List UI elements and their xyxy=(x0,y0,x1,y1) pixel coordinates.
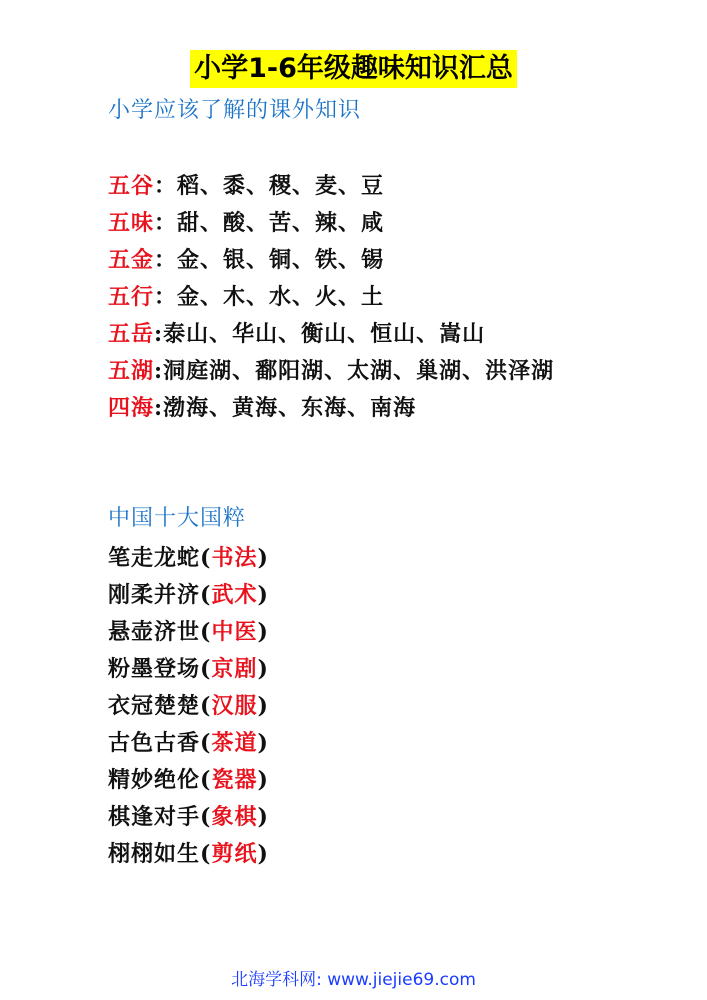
section-heading-extracurricular: 小学应该了解的课外知识 xyxy=(108,98,362,123)
item-separator: : xyxy=(154,358,164,384)
list-item: 栩栩如生(剪纸) xyxy=(108,841,269,867)
item-phrase: 笔走龙蛇 xyxy=(108,545,201,571)
item-term: 五谷 xyxy=(108,173,155,199)
item-phrase: 栩栩如生 xyxy=(108,841,201,867)
item-term: 五金 xyxy=(108,247,155,273)
item-phrase: 粉墨登场 xyxy=(108,656,201,682)
title-bar xyxy=(0,50,707,88)
list-item: 古色古香(茶道) xyxy=(108,730,269,756)
item-term: 四海 xyxy=(108,395,155,421)
list-item xyxy=(108,168,628,205)
item-phrase: 衣冠楚楚 xyxy=(108,693,201,719)
item-answer: 剪纸 xyxy=(211,841,258,867)
item-desc: 泰山、华山、衡山、恒山、嵩山 xyxy=(163,321,486,347)
item-answer: 书法 xyxy=(211,545,258,571)
item-separator: ： xyxy=(154,173,178,199)
item-desc: 洞庭湖、鄱阳湖、太湖、巢湖、洪泽湖 xyxy=(163,358,555,384)
list-item xyxy=(108,205,628,242)
item-term: 五湖 xyxy=(108,358,155,384)
item-desc: 金、银、铜、铁、锡 xyxy=(177,247,385,273)
item-term: 五岳 xyxy=(108,321,155,347)
footer-watermark: 北海学科网: www.jiejie69.com xyxy=(231,970,476,990)
item-answer: 中医 xyxy=(211,619,258,645)
item-answer: 京剧 xyxy=(211,656,258,682)
list-item xyxy=(108,316,628,353)
item-phrase: 精妙绝伦 xyxy=(108,767,201,793)
list-item: 刚柔并济(武术) xyxy=(108,582,269,608)
list-item xyxy=(108,242,628,279)
page-title: 小学1-6年级趣味知识汇总 xyxy=(190,50,517,88)
item-separator: : xyxy=(154,395,164,421)
item-desc: 渤海、黄海、东海、南海 xyxy=(163,395,417,421)
item-answer: 象棋 xyxy=(211,804,258,830)
item-phrase: 古色古香 xyxy=(108,730,201,756)
list-item xyxy=(108,279,628,316)
item-phrase: 悬壶济世 xyxy=(108,619,201,645)
section-heading-national-treasures: 中国十大国粹 xyxy=(108,506,247,531)
item-answer: 武术 xyxy=(211,582,258,608)
knowledge-list xyxy=(108,168,628,427)
item-answer: 瓷器 xyxy=(211,767,258,793)
item-desc: 金、木、水、火、土 xyxy=(177,284,385,310)
item-answer: 茶道 xyxy=(211,730,258,756)
treasure-list xyxy=(108,540,269,873)
list-item: 精妙绝伦(瓷器) xyxy=(108,767,269,793)
item-answer: 汉服 xyxy=(211,693,258,719)
item-term: 五行 xyxy=(108,284,155,310)
item-desc: 稻、黍、稷、麦、豆 xyxy=(177,173,385,199)
list-item xyxy=(108,353,628,390)
item-separator: ： xyxy=(154,210,178,236)
item-desc: 甜、酸、苦、辣、咸 xyxy=(177,210,385,236)
list-item xyxy=(108,390,628,427)
item-term: 五味 xyxy=(108,210,155,236)
list-item: 笔走龙蛇(书法) xyxy=(108,545,269,571)
item-phrase: 刚柔并济 xyxy=(108,582,201,608)
list-item: 悬壶济世(中医) xyxy=(108,619,269,645)
item-separator: : xyxy=(154,321,164,347)
item-separator: ： xyxy=(154,247,178,273)
list-item: 衣冠楚楚(汉服) xyxy=(108,693,269,719)
item-separator: ： xyxy=(154,284,178,310)
item-phrase: 棋逢对手 xyxy=(108,804,201,830)
list-item: 棋逢对手(象棋) xyxy=(108,804,269,830)
list-item: 粉墨登场(京剧) xyxy=(108,656,269,682)
